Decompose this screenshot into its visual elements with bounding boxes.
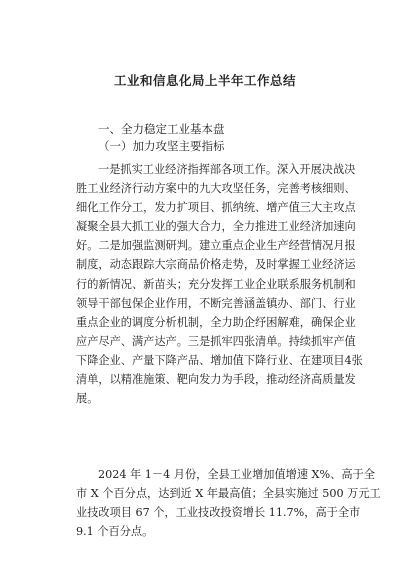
subsection-heading: （一）加力攻坚主要指标 bbox=[98, 139, 225, 153]
paragraph-line: 细化工作分工，发力扩项目、抓纳统、增产值三大主攻点 bbox=[76, 201, 356, 215]
paragraph-line: 重点企业的调度分析机制，全力助企纾困解难，确保企业 bbox=[76, 315, 356, 329]
paragraph-line: 业技改项目 67 个，工业技改投资增长 11.7%，高于全市 bbox=[76, 506, 361, 520]
paragraph-line: 行的新情况、新苗头；充分发挥工业企业联系服务机制和 bbox=[76, 277, 356, 291]
paragraph-line: 清单，以精准施策、靶向发力为手段，推动经济高质量发 bbox=[76, 373, 356, 387]
paragraph-line: 展。 bbox=[76, 392, 99, 406]
paragraph-line: 下降企业、产量下降产品、增加值下降行业、在建项目4张 bbox=[76, 353, 363, 367]
paragraph-line: 市 X 个百分点，达到近 X 年最高值；全县实施过 500 万元工 bbox=[76, 487, 381, 501]
paragraph-line: 制度，动态跟踪大宗商品价格走势，及时掌握工业经济运 bbox=[76, 258, 356, 272]
body-paragraph-2 bbox=[76, 465, 381, 541]
paragraph-line: 胜工业经济行动方案中的九大攻坚任务，完善考核细则、 bbox=[76, 182, 356, 196]
paragraph-line: 领导干部包保企业作用，不断完善涵盖镇办、部门、行业 bbox=[76, 296, 356, 310]
document-title: 工业和信息化局上半年工作总结 bbox=[113, 73, 296, 88]
body-paragraph-1 bbox=[76, 160, 363, 408]
paragraph-line: 凝聚全县大抓工业的强大合力，全力推进工业经济加速向 bbox=[76, 220, 356, 234]
paragraph-line: 9.1 个百分点。 bbox=[76, 525, 154, 539]
paragraph-line: 2024 年 1－4 月份，全县工业增加值增速 X%、高于全 bbox=[98, 468, 375, 481]
section-heading: 一、全力稳定工业基本盘 bbox=[98, 122, 225, 136]
paragraph-line: 应产尽产、满产达产。三是抓牢四张清单。持续抓牢产值 bbox=[76, 334, 356, 348]
paragraph-line: 好。二是加强监测研判。建立重点企业生产经营情况月报 bbox=[76, 239, 356, 253]
paragraph-line: 一是抓实工业经济指挥部各项工作。深入开展决战决 bbox=[98, 163, 356, 176]
